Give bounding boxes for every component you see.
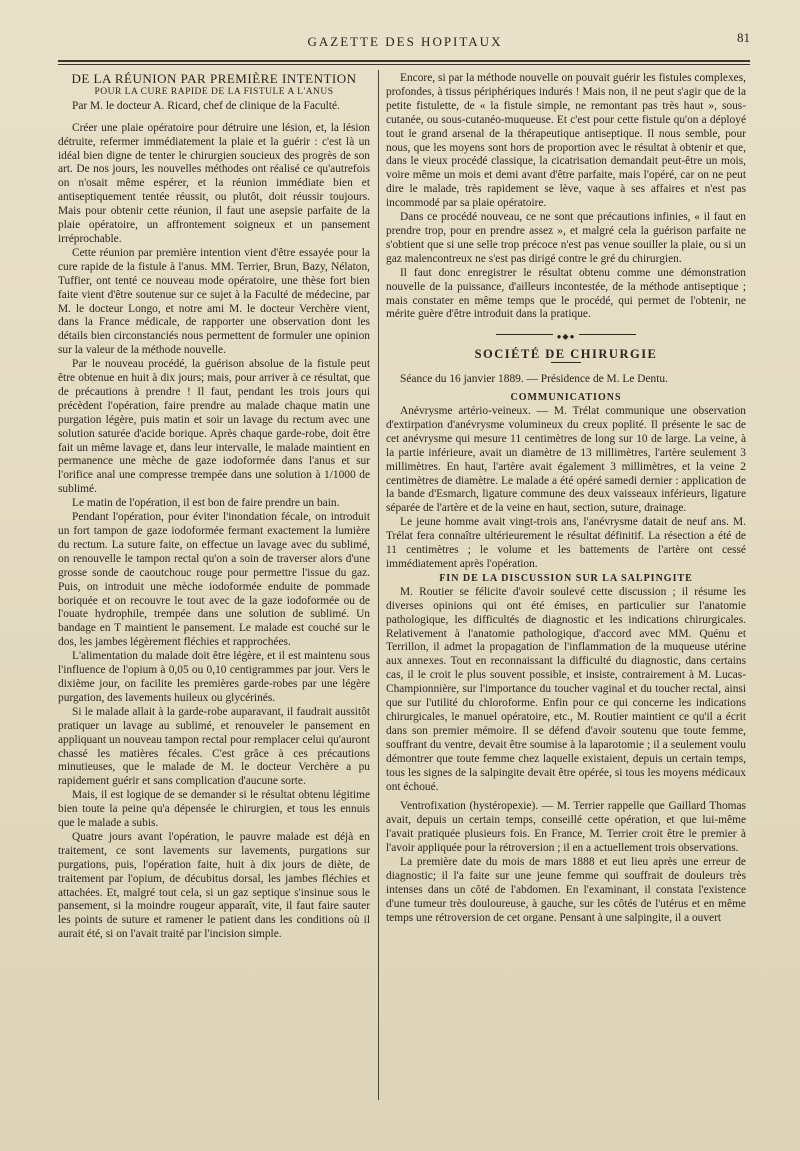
article-paragraph: Si le malade allait à la garde-robe auparavant, il faudrait aussitôt pratiquer un lavage au sublimé, et renouveler le pansement en appliquant un nouveau tampon rectal pour remplacer celui qu'auront chassé les matières fécales. C'est grâce à ces précautions minutieuses, que le malade de M. le docteur Verchère a pu rapidement guérir et sans complication d'aucune sorte. xyxy=(58,705,370,788)
section-ornament: ●◆● xyxy=(386,330,746,338)
left-column xyxy=(58,72,370,942)
column-divider xyxy=(378,70,379,1100)
article-title: DE LA RÉUNION PAR PREMIÈRE INTENTION xyxy=(71,71,357,86)
article-paragraph: Le matin de l'opération, il est bon de faire prendre un bain. xyxy=(72,497,340,510)
article-paragraph: L'alimentation du malade doit être légère, et il est maintenu sous l'influence de l'opium à 0,05 ou 0,10 centigrammes par jour. Vers le dixième jour, on facilite les premières garde-robes par une légère purgation, des lavements huileux ou glycérinés. xyxy=(58,650,370,704)
article-paragraph: Créer une plaie opératoire pour détruire une lésion, et, la lésion détruite, refermer immédiatement la plaie et la guérir : c'est là un idéal bien digne de tenter le chirurgien soucieux des progrès de son art. De nos jours, les nouvelles méthodes ont réalisé ce qu'autrefois on n'osait même espérer, et la réunion immédiate bien et antiseptiquement tentée réussit, ou plutôt, doit réussir toujours. Mais pour obtenir cette réunion, il faut une asepsie parfaite de la plaie opératoire, un affrontement soigneux et un pansement irréprochable. xyxy=(58,121,370,245)
section-title: SOCIÉTÉ DE CHIRURGIE xyxy=(474,347,658,362)
communication-paragraph: Anévrysme artério-veineux. — M. Trélat communique une observation d'extirpation d'anévrysme volumineux du creux poplité. Il présente le sac de cet anévrysme qui mesure 11 centimètres de long sur 10 de large. La veine, à la partie inférieure, avait un diamètre de 13 millimètres, l'artère seulement 3 millimètres. En haut, l'artère avait également 3 millimètres, et la veine 2 centimètres de diamètre. Le malade a été opéré samedi dernier : application de la bande d'Esmarch, ligature commune des deux vaisseaux inférieurs, ligature séparée de l'artère et de la veine en haut, section, suture, drainage. xyxy=(386,405,746,515)
article-paragraph: Par le nouveau procédé, la guérison absolue de la fistule peut être obtenue en huit à dix jours; mais, pour arriver à ce résultat, que de précautions à prendre ! Il faut, pendant les trois jours qui précèdent l'opération, faire prendre au malade chaque matin une purgation légère, puis matin et soir un lavage du rectum avec une solution saturée d'acide borique. Après chaque garde-robe, doit être fait un même lavage et, dans leur intervalle, le malade maintient en permanence une mèche de gaze iodoformée dans l'anus et sur l'orifice anal une compresse trempée dans une solution à 1/1000 de sublimé. xyxy=(58,358,370,496)
article-subtitle: POUR LA CURE RAPIDE DE LA FISTULE A L'ANUS xyxy=(94,86,334,97)
article-paragraph: Pendant l'opération, pour éviter l'inondation fécale, on introduit un fort tampon de gaze iodoformée fermant exactement la lumière du rectum. La suture faite, on effectue un lavage avec du sublimé, on renouvelle le tampon rectal qu'on a soin de traverser alors d'une grosse sonde de caoutchouc rouge pour permettre l'issue du gaz. Puis, on introduit une mèche iodoformée enduite de pommade boriquée et on recouvre le tout avec de la gaze iodoformée ou de l'ouate hydrophile, trempée dans une solution de sublimé. Un bandage en T maintient le pansement. Le malade est couché sur le dos, les jambes légèrement fléchies et rapprochées. xyxy=(58,511,370,649)
discussion-paragraph: M. Routier se félicite d'avoir soulevé cette discussion ; il résume les diverses opinions qui ont été émises, en particulier sur l'anatomie pathologique, les difficultés de diagnostic et les indications chirurgicales. Relativement à l'anatomie pathologique, d'accord avec MM. Quénu et Terrillon, il admet la propagation de l'inflammation de la muqueuse utérine aux annexes. Tout en reconnaissant la difficulté du diagnostic, dans certains cas, il le croit le plus souvent possible, et insiste, contrairement à M. Lucas-Championnière, sur l'importance du toucher vaginal et du toucher rectal, ainsi que sur l'utilité du chloroforme. Enfin pour ce qui concerne les indications chirurgicales, le manuel opératoire, etc., M. Routier maintient ce qu'il a écrit dans son premier mémoire. Il se défend d'avoir soutenu que toute femme, souffrant du ventre, devait être soumise à la laparotomie ; il a seulement voulu démontrer que toute femme chez laquelle existaient, depuis un certain temps, tous les signes de la salpingite devait être opérée, si tous les moyens médicaux ont échoué. xyxy=(386,585,746,793)
article-paragraph: Mais, il est logique de se demander si le résultat obtenu légitime bien toute la peine qu'a dépensée le chirurgien, et tous les ennuis que le malade a subis. xyxy=(58,789,370,830)
article-paragraph: Encore, si par la méthode nouvelle on pouvait guérir les fistules complexes, profondes, à tissus périphériques indurés ! Mais non, il ne peut s'agir que de la petite fistulette, de « la fistule simple, ne remontant pas très haut », sous-cutanée, ou sous-cutanéo-muqueuse. Et c'est pour cette fistule qu'on a déployé tout le grand arsenal de la thérapeutique antiseptique. Il nous semble, pour nous, que les moyens sont hors de proportion avec le résultat à obtenir et que, dans le vieux procédé classique, la cicatrisation demandait peut-être un mois, voire même un mois et demi avant d'être parfaite, mais l'opéré, car on ne peut dire le malade, très rapidement se lève, vaque à ses affaires et n'est pas incommodé par sa plaie opératoire. xyxy=(386,72,746,210)
page-header xyxy=(60,28,750,54)
article-paragraph: Dans ce procédé nouveau, ce ne sont que précautions infinies, « il faut en prendre trop, pour en prendre assez », et malgré cela la guérison parfaite ne s'obtient que si une selle trop précoce n'est pas venue souiller la plaie, ou si un gaz malencontreux ne s'est pas dirigé contre le gré du chirurgien. xyxy=(386,211,746,265)
journal-title: GAZETTE DES HOPITAUX xyxy=(307,34,503,49)
section-title-rule xyxy=(551,362,581,363)
article-paragraph: Cette réunion par première intention vient d'être essayée pour la cure rapide de la fistule à l'anus. MM. Terrier, Brun, Bazy, Nélaton, Tuffier, ont tenté ce nouveau mode opératoire, une thèse fort bien faite vient d'être soutenue sur ce sujet à la Faculté de médecine, par M. le docteur Longo, et notre ami M. le docteur Verchère vient, dans la France médicale, de rapporter une observation dont les détails bien circonstanciés nous permettent de formuler une opinion sur la valeur de la méthode nouvelle. xyxy=(58,246,370,357)
discussion-paragraph: Ventrofixation (hystéropexie). — M. Terrier rappelle que Gaillard Thomas avait, depuis un certain temps, conseillé cette opération, et que lui-même l'avait pratiquée plusieurs fois. En France, M. Terrier croit être le premier à l'avoir appliquée pour la rétroversion ; il en a actuellement trois observations. xyxy=(386,800,746,855)
header-rule xyxy=(58,60,750,65)
seance-line: Séance du 16 janvier 1889. — Présidence de M. Le Dentu. xyxy=(400,373,668,386)
article-byline: Par M. le docteur A. Ricard, chef de clinique de la Faculté. xyxy=(72,99,340,112)
communication-paragraph: Le jeune homme avait vingt-trois ans, l'anévrysme datait de neuf ans. M. Trélat fera connaître ultérieurement le résultat définitif. La résection a été de 11 centimètres ; le volume et les battements de l'artère ont cessé immédiatement après l'opération. xyxy=(386,516,746,570)
communications-heading: COMMUNICATIONS xyxy=(510,392,622,404)
article-paragraph: Quatre jours avant l'opération, le pauvre malade est déjà en traitement, ce sont lavements sur lavements, purgations sur purgations, puis, l'opération faite, huit à dix jours de diète, de traitement par l'opium, de décubitus dorsal, les jambes fléchies et attachées. Et, malgré tout cela, si un gaz septique s'insinue sous le pansement, si la moindre rougeur apparaît, vite, il faut faire sauter les points de suture et ramener le patient dans les conditions où il aurait été, si on l'avait traité par l'incision simple. xyxy=(58,830,370,941)
discussion-paragraph: La première date du mois de mars 1888 et eut lieu après une erreur de diagnostic; il l'a faite sur une jeune femme qui souffrait de douleurs très intenses dans un côté de l'abdomen. En l'examinant, il constata l'existence d'une tumeur très douloureuse, à gauche, sur les côtés de l'utérus et en même temps une rétroversion de cet organe. Pensant à une salpingite, il a ouvert xyxy=(386,856,746,924)
discussion-heading: FIN DE LA DISCUSSION SUR LA SALPINGITE xyxy=(439,572,693,584)
right-column xyxy=(386,72,746,926)
article-paragraph: Il faut donc enregistrer le résultat obtenu comme une démonstration nouvelle de la puissance, d'ailleurs incontestée, de la méthode antiseptique ; mais constater en même temps que le procédé, qui permet de l'obtenir, ne mérite guère d'être introduit dans la pratique. xyxy=(386,266,746,321)
page-number: 81 xyxy=(737,30,750,45)
